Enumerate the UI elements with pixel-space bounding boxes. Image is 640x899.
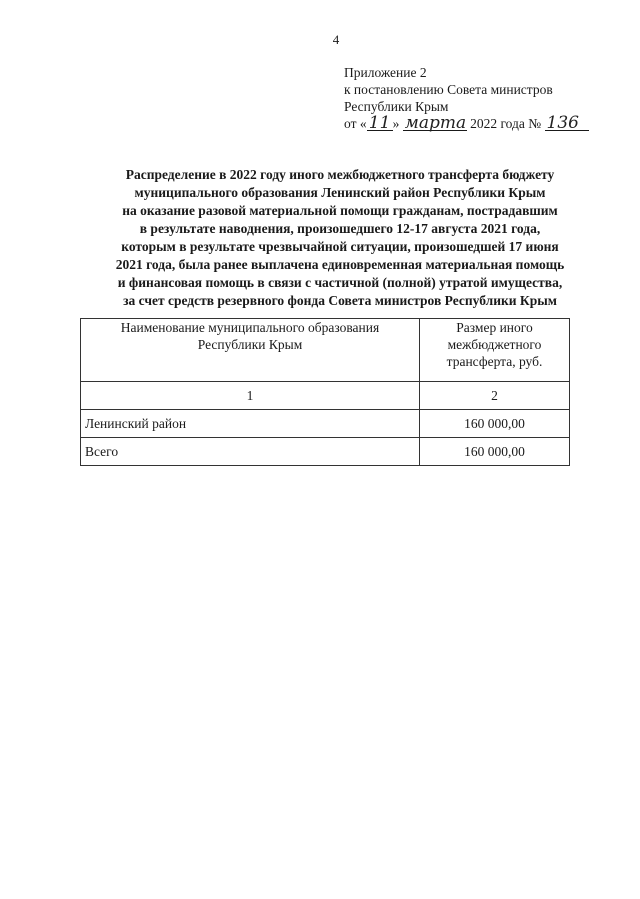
header-municipality bbox=[81, 319, 420, 382]
date-prefix: от « bbox=[344, 116, 367, 131]
appendix-authority: Республики Крым bbox=[344, 99, 449, 114]
handwritten-number: 136 bbox=[545, 116, 589, 131]
handwritten-day: 11 bbox=[367, 116, 393, 131]
document-title bbox=[60, 166, 620, 310]
title-line: 2021 года, была ранее выплачена единовременная материальная помощь bbox=[115, 257, 565, 272]
table-header-row bbox=[81, 319, 570, 382]
header-municipality-line: Наименование муниципального образования bbox=[120, 320, 380, 335]
title-line: Распределение в 2022 году иного межбюджетного трансферта бюджету bbox=[125, 167, 555, 182]
table-row bbox=[81, 410, 570, 438]
header-amount bbox=[420, 319, 570, 382]
header-amount-line: Размер иного bbox=[456, 320, 533, 335]
title-line: в результате наводнения, произошедшего 12-17 августа 2021 года, bbox=[139, 221, 541, 236]
total-label: Всего bbox=[81, 438, 420, 466]
appendix-block bbox=[344, 64, 589, 132]
title-line: за счет средств резервного фонда Совета министров Республики Крым bbox=[123, 293, 557, 308]
table-row bbox=[81, 438, 570, 466]
page-number: 4 bbox=[332, 32, 340, 47]
total-amount: 160 000,00 bbox=[420, 438, 570, 466]
appendix-reference: к постановлению Совета министров bbox=[344, 82, 553, 97]
date-mid: » bbox=[392, 116, 400, 131]
title-line: и финансовая помощь в связи с частичной (полной) утратой имущества, bbox=[117, 275, 563, 290]
header-amount-line: трансферта, руб. bbox=[446, 354, 543, 369]
appendix-date-line bbox=[344, 115, 589, 132]
title-line: муниципального образования Ленинский район Республики Крым bbox=[134, 185, 546, 200]
transfer-amount: 160 000,00 bbox=[420, 410, 570, 438]
header-amount-line: межбюджетного bbox=[447, 337, 542, 352]
municipality-name: Ленинский район bbox=[81, 410, 420, 438]
transfer-table bbox=[80, 318, 570, 466]
appendix-title: Приложение 2 bbox=[344, 65, 427, 80]
title-line: на оказание разовой материальной помощи гражданам, пострадавшим bbox=[122, 203, 558, 218]
date-year: 2022 года № bbox=[470, 116, 542, 131]
title-line: которым в результате чрезвычайной ситуации, произошедшей 17 июня bbox=[121, 239, 559, 254]
column-index-1: 1 bbox=[81, 382, 420, 410]
handwritten-month: марта bbox=[404, 113, 467, 133]
column-index-2: 2 bbox=[420, 382, 570, 410]
header-municipality-line: Республики Крым bbox=[197, 337, 303, 352]
table-index-row bbox=[81, 382, 570, 410]
